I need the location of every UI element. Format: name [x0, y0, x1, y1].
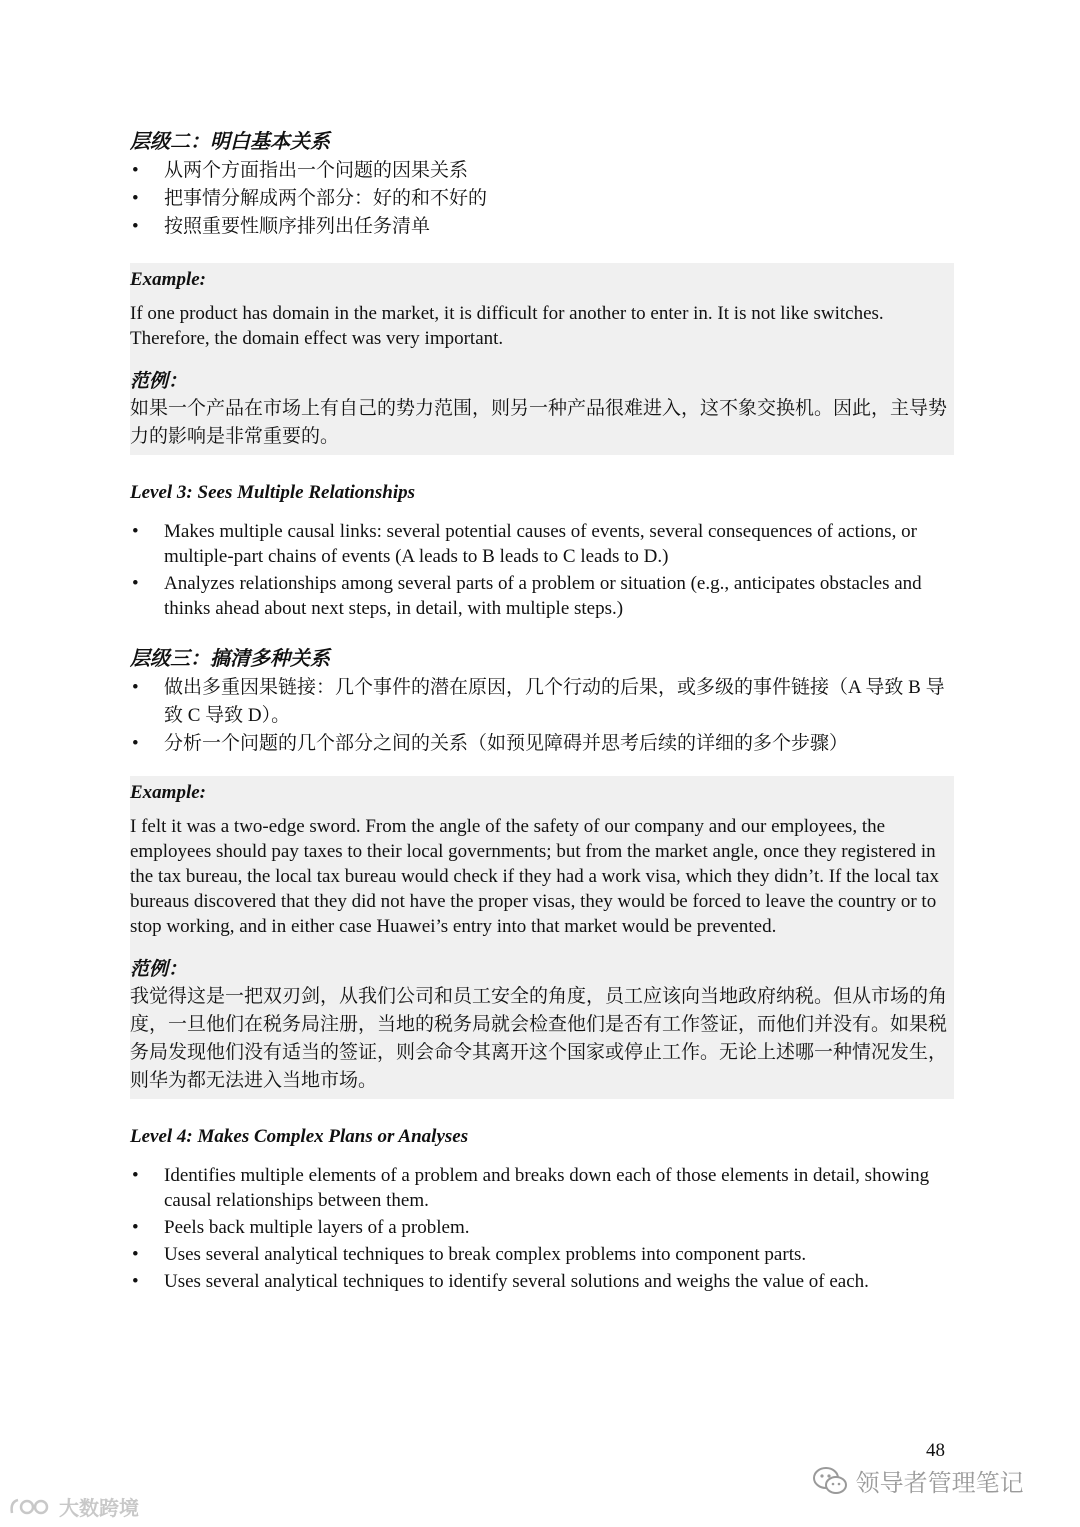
example-text-cn: 我觉得这是一把双刃剑，从我们公司和员工安全的角度，员工应该向当地政府纳税。但从市场的角度，一旦他们在税务局注册，当地的税务局就会检查他们是否有工作签证，而他们并没有。如果税务局发现他们没有适当的签证，则会命令其离开这个国家或停止工作。无论上述哪一种情况发生，则华为都无法进入当地市场。	[130, 986, 948, 1091]
level4-bullet-list	[130, 1163, 954, 1294]
watermark-right	[812, 1463, 1024, 1502]
list-item: • 把事情分解成两个部分：好的和不好的	[130, 185, 954, 213]
example-text: If one product has domain in the market, it is difficult for another to enter in. It is not like switches. Therefore, the domain effect was very important.	[130, 303, 884, 349]
list-item: • Peels back multiple layers of a problem.	[130, 1215, 954, 1240]
level4-heading: Level 4: Makes Complex Plans or Analyses	[130, 1126, 469, 1147]
level3-bullet-list-cn	[130, 674, 954, 758]
list-item: • Makes multiple causal links: several potential causes of events, several consequences of actions, or multiple-part chains of events (A leads to B leads to C leads to D.)	[130, 519, 954, 569]
list-item: • Uses several analytical techniques to break complex problems into component parts.	[130, 1242, 954, 1267]
list-item: • 做出多重因果链接：几个事件的潜在原因，几个行动的后果，或多级的事件链接（A 导致 B 导致 C 导致 D）。	[130, 674, 954, 730]
level3-bullet-list	[130, 519, 954, 621]
list-item: • Uses several analytical techniques to identify several solutions and weighs the value of each.	[130, 1269, 954, 1294]
document-page	[130, 128, 954, 1296]
level3-heading: Level 3: Sees Multiple Relationships	[130, 482, 415, 503]
example-label: Example:	[130, 782, 206, 803]
watermark-left-text: 大数跨境	[58, 1496, 139, 1520]
watermark-left	[8, 1492, 139, 1523]
list-item: • 从两个方面指出一个问题的因果关系	[130, 157, 954, 185]
logo-mark-icon	[8, 1496, 52, 1523]
page-number: 48	[926, 1440, 945, 1461]
list-item: • Identifies multiple elements of a problem and breaks down each of those elements in detail, showing causal relationships between them.	[130, 1163, 954, 1213]
list-item: • 分析一个问题的几个部分之间的关系（如预见障碍并思考后续的详细的多个步骤）	[130, 730, 954, 758]
list-item: • 按照重要性顺序排列出任务清单	[130, 213, 954, 241]
wechat-icon	[812, 1466, 848, 1502]
level3-heading-cn: 层级三：搞清多种关系	[130, 648, 330, 670]
example-label-cn: 范例：	[130, 959, 188, 980]
level2-heading: 层级二：明白基本关系	[130, 131, 330, 153]
example-text: I felt it was a two-edge sword. From the angle of the safety of our company and our employees, the employees should pay taxes to their local governments; but from the market angle, once they registered in the tax bureau, the local tax bureau would check if they had a work visa, which they didn’t. If the local tax bureaus discovered that they did not have the proper visas, they would be forced to leave the country or to stop working, and in either case Huawei’s entry into that market would be prevented.	[130, 816, 939, 937]
watermark-right-text: 领导者管理笔记	[855, 1469, 1024, 1497]
level2-bullet-list	[130, 157, 954, 241]
list-item: • Analyzes relationships among several parts of a problem or situation (e.g., anticipates obstacles and thinks ahead about next steps, in detail, with multiple steps.)	[130, 571, 954, 621]
example-box-1	[130, 263, 954, 455]
example-label: Example:	[130, 269, 206, 290]
example-box-2	[130, 776, 954, 1099]
example-label-cn: 范例：	[130, 371, 188, 392]
example-text-cn: 如果一个产品在市场上有自己的势力范围，则另一种产品很难进入，这不象交换机。因此，主导势力的影响是非常重要的。	[130, 398, 948, 447]
